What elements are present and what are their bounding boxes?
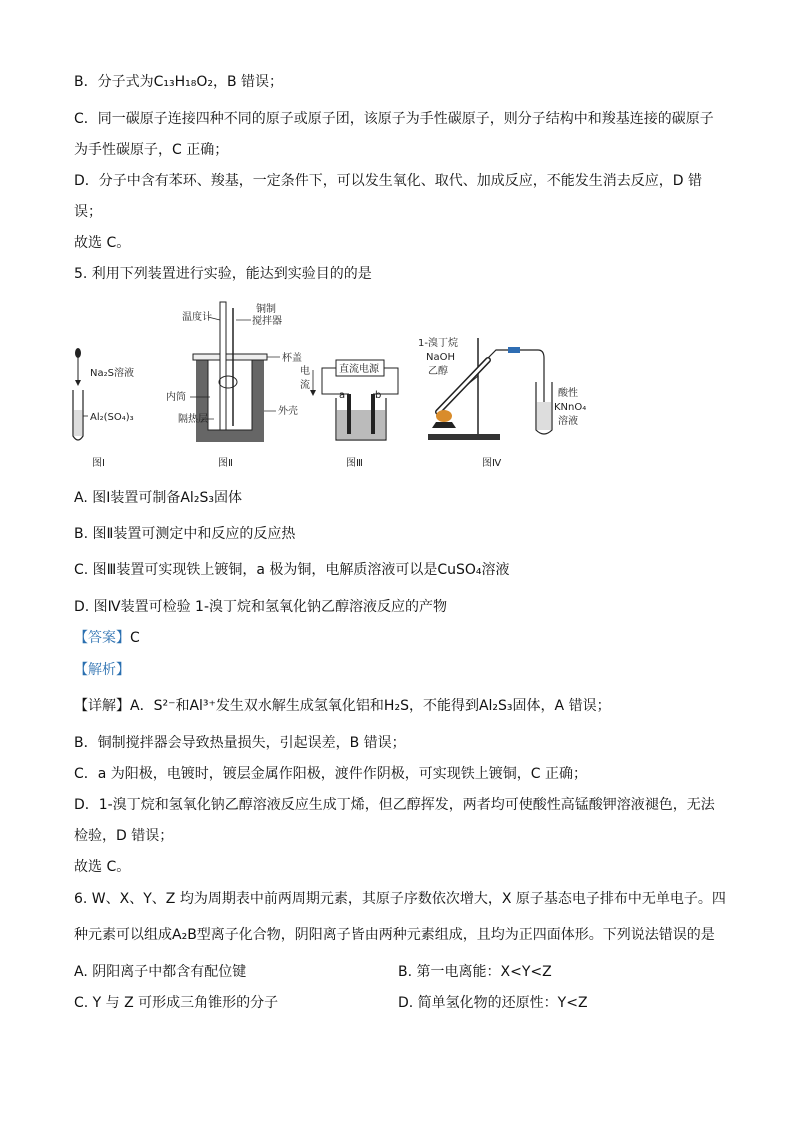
option-b: B. 图Ⅱ装置可测定中和反应的反应热 (74, 526, 296, 542)
fig2-stirrer-label-2: 搅拌器 (252, 316, 282, 327)
fig2-shell-label: 外壳 (278, 406, 298, 417)
fig3-electrode-b: b (375, 390, 382, 401)
q6-option-c: C. Y 与 Z 可形成三角锥形的分子 (74, 995, 279, 1011)
rubber-tube-icon (508, 347, 520, 353)
fig2-inner-label: 内筒 (166, 392, 186, 403)
option-b-text: B．分子式为C₁₃H₁₈O₂，B 错误； (74, 74, 284, 90)
option-d: D. 图Ⅳ装置可检验 1-溴丁烷和氢氧化钠乙醇溶液反应的产物 (74, 599, 448, 615)
fig4-solution-label-2: KNnO₄ (554, 402, 587, 413)
fig2-stirrer-label-1: 铜制 (256, 304, 276, 315)
q6-option-b: B. 第一电离能：X<Y<Z (398, 964, 552, 980)
option-d-text-1: D．分子中含有苯环、羧基，一定条件下，可以发生氧化、取代、加成反应，不能发生消去反应，D 错 (74, 173, 703, 189)
figure-2 (166, 302, 302, 469)
detail-c: C．a 为阳极，电镀时，镀层金属作阳极，渡件作阴极，可实现铁上镀铜，C 正确； (74, 766, 588, 782)
fig1-top-label: Na₂S溶液 (90, 368, 134, 379)
question-6-stem-2: 种元素可以组成A₂B型离子化合物，阴阳离子皆由两种元素组成，且均为正四面体形。下列说法错误的是 (74, 927, 715, 943)
conclusion-1: 故选 C。 (74, 235, 131, 251)
option-c-text-1: C．同一碳原子连接四种不同的原子或原子团，该原子为手性碳原子，则分子结构中和羧基连接的碳原子 (74, 111, 714, 127)
fig2-lid-label: 杯盖 (282, 353, 302, 364)
alcohol-lamp-icon (432, 422, 456, 428)
fig4-reagent-label-3: 乙醇 (428, 366, 448, 377)
question-5-stem: 5. 利用下列装置进行实验，能达到实验目的的是 (74, 266, 372, 282)
option-c: C. 图Ⅲ装置可实现铁上镀铜，a 极为铜，电解质溶液可以是CuSO₄溶液 (74, 562, 510, 578)
fig2-caption: 图Ⅱ (218, 458, 233, 469)
fig4-solution-label-1: 酸性 (558, 388, 578, 399)
fig3-power-label: 直流电源 (339, 364, 379, 375)
question-6-stem-1: 6. W、X、Y、Z 均为周期表中前两周期元素，其原子序数依次增大，X 原子基态电子排布中无单电子。四 (74, 891, 726, 907)
option-c-text-2: 为手性碳原子，C 正确； (74, 142, 229, 158)
fig1-bottom-label: Al₂(SO₄)₃ (90, 412, 134, 423)
detail-label: 【详解】 (74, 698, 130, 714)
fig3-current-label-1: 电 (300, 366, 310, 377)
fig4-solution-label-3: 溶液 (558, 416, 578, 427)
analysis-label: 【解析】 (74, 662, 130, 678)
answer-line (74, 629, 140, 647)
figure-1 (73, 348, 134, 469)
conclusion-2: 故选 C。 (74, 859, 131, 875)
detail-d-1: D．1-溴丁烷和氢氧化钠乙醇溶液反应生成丁烯，但乙醇挥发，两者均可使酸性高锰酸钾溶液褪色，无法 (74, 797, 715, 813)
fig1-caption: 图Ⅰ (92, 458, 105, 469)
fig4-caption: 图Ⅳ (482, 458, 502, 469)
fig3-electrode-a: a (339, 390, 346, 401)
detail-a-line (74, 697, 611, 715)
answer-value: C (130, 630, 140, 646)
detail-d-2: 检验，D 错误； (74, 828, 174, 844)
answer-label: 【答案】 (74, 630, 130, 646)
fig4-reagent-label-2: NaOH (426, 352, 455, 363)
figure-4 (418, 336, 586, 469)
fig4-reagent-label-1: 1-溴丁烷 (418, 338, 458, 349)
apparatus-figure (68, 298, 608, 476)
q6-option-d: D. 简单氢化物的还原性：Y<Z (398, 995, 588, 1011)
fig3-current-label-2: 流 (300, 380, 310, 391)
fig2-thermometer-label: 温度计 (182, 312, 212, 323)
option-d-text-2: 误； (74, 204, 102, 220)
fig2-insulation-label: 隔热层 (178, 414, 208, 425)
q6-option-a: A. 阴阳离子中都含有配位键 (74, 964, 247, 980)
detail-a: A．S²⁻和Al³⁺发生双水解生成氢氧化铝和H₂S，不能得到Al₂S₃固体，A 错误； (130, 698, 611, 714)
dropper-bulb-icon (75, 348, 81, 358)
figure-3 (300, 360, 398, 469)
detail-b: B．铜制搅拌器会导致热量损失，引起误差，B 错误； (74, 735, 406, 751)
option-a: A. 图Ⅰ装置可制备Al₂S₃固体 (74, 490, 242, 506)
flame-icon (436, 410, 452, 422)
fig3-caption: 图Ⅲ (346, 458, 363, 469)
thermometer-icon (220, 302, 226, 430)
